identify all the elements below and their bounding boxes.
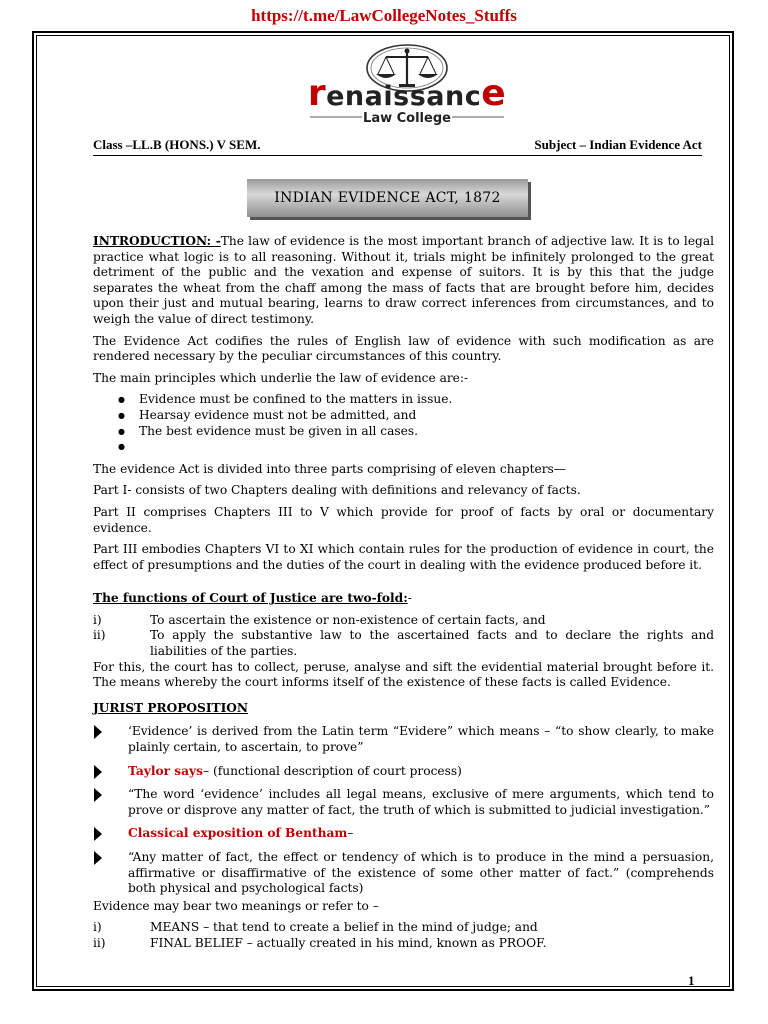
arrow-bullet-icon (93, 724, 128, 755)
subject-label: Subject – Indian Evidence Act (534, 137, 702, 152)
item-text: “Any matter of fact, the effect or tendency of which is to produce in the mind a persuasion, affirmative or disaffirmative of the existence of some other matter of fact.” (comprehends both physical and psychological facts) (128, 850, 714, 896)
item-text: FINAL BELIEF – actually created in his mind, known as PROOF. (150, 935, 547, 950)
intro-heading: INTRODUCTION: - (93, 234, 221, 248)
document-header (93, 137, 702, 156)
functions-heading (93, 591, 714, 607)
part2-paragraph: Part II comprises Chapters III to V which provide for proof of facts by oral or documentary evidence. (93, 504, 714, 535)
principles-list (93, 392, 714, 454)
arrow-bullet-icon (93, 764, 128, 780)
svg-text:renaissance: renaissance (307, 73, 507, 114)
functions-list (93, 613, 714, 660)
item-number: ii) (93, 935, 106, 950)
functions-after-paragraph: For this, the court has to collect, peruse, analyse and sift the evidential material brought before it. The means whereby the court informs itself of the existence of these facts is called Evidence. (93, 659, 714, 690)
class-label: Class –LL.B (HONS.) V SEM. (93, 137, 261, 152)
bentham-suffix: – (347, 826, 354, 841)
item-text: ‘Evidence’ is derived from the Latin term “Evidere” which means – “to show clearly, to make plainly certain, to ascertain, to prove” (128, 724, 714, 755)
list-item (93, 764, 714, 780)
jurist-list (93, 724, 714, 896)
item-text: MEANS – that tend to create a belief in the mind of judge; and (150, 920, 538, 935)
list-item-empty (93, 439, 714, 455)
arrow-bullet-icon (93, 787, 128, 818)
document-body (93, 234, 714, 952)
source-link[interactable]: https://t.me/LawCollegeNotes_Stuffs (251, 6, 517, 25)
divided-paragraph: The evidence Act is divided into three parts comprising of eleven chapters— (93, 461, 566, 476)
list-item (93, 936, 714, 952)
list-item (93, 787, 714, 818)
list-item (93, 850, 714, 897)
list-item (93, 724, 714, 755)
arrow-bullet-icon (93, 826, 128, 842)
jurist-heading: JURIST PROPOSITION (93, 700, 249, 715)
list-item (93, 826, 714, 842)
item-number: i) (93, 612, 102, 627)
list-item: ● Evidence must be confined to the matters in issue. (93, 392, 714, 408)
intro-paragraph (93, 234, 714, 328)
meanings-intro: Evidence may bear two meanings or refer to – (93, 898, 379, 913)
arrow-bullet-icon (93, 850, 128, 897)
codifies-paragraph: The Evidence Act codifies the rules of English law of evidence with such modification as are rendered necessary by the peculiar circumstances of this country. (93, 333, 714, 364)
item-text (128, 764, 714, 780)
item-text: To apply the substantive law to the ascertained facts and to declare the rights and liabilities of the parties. (150, 628, 714, 659)
functions-heading-suffix: - (407, 591, 412, 606)
taylor-label: Taylor says (128, 763, 204, 778)
item-text: “The word ‘evidence’ includes all legal means, exclusive of mere arguments, which tend to prove or disprove any matter of fact, the truth of which is submitted to judicial investigation.” (128, 787, 714, 817)
college-logo (262, 42, 552, 128)
taylor-text: – (functional description of court process) (203, 763, 462, 778)
meanings-list (93, 920, 714, 951)
list-item: ● Hearsay evidence must not be admitted, and (93, 408, 714, 424)
item-text (128, 826, 714, 842)
document-title: INDIAN EVIDENCE ACT, 1872 (247, 179, 528, 217)
svg-text:Law College: Law College (363, 111, 451, 126)
part1-paragraph: Part I- consists of two Chapters dealing with definitions and relevancy of facts. (93, 483, 581, 498)
functions-heading-text: The functions of Court of Justice are two-fold: (93, 591, 408, 606)
part3-paragraph: Part III embodies Chapters VI to XI which contain rules for the production of evidence in court, the effect of presumptions and the duties of the court in dealing with the evidence produced before it. (93, 542, 714, 572)
page-number: 1 (688, 973, 695, 988)
item-number: i) (93, 920, 102, 935)
list-item (93, 613, 714, 629)
item-text: To ascertain the existence or non-existence of certain facts, and (150, 612, 546, 627)
intro-text: The law of evidence is the most important branch of adjective law. It is to legal practice what logic is to all reasoning. Without it, trials might be infinitely prolonged to the great detriment of the public and the vexation and expense of suitors. It is by this that the judge separates the wheat from the chaff among the mass of facts that are brought before him, decides upon their just and mutual bearing, learns to draw correct inferences from circumstances, and to weigh the value of direct testimony. (93, 234, 715, 326)
list-item (93, 628, 714, 659)
list-item (93, 920, 714, 936)
item-number: ii) (93, 628, 106, 643)
principles-intro: The main principles which underlie the law of evidence are:- (93, 370, 469, 385)
list-item: ● The best evidence must be given in all cases. (93, 424, 714, 440)
bentham-label: Classical exposition of Bentham (128, 826, 348, 841)
